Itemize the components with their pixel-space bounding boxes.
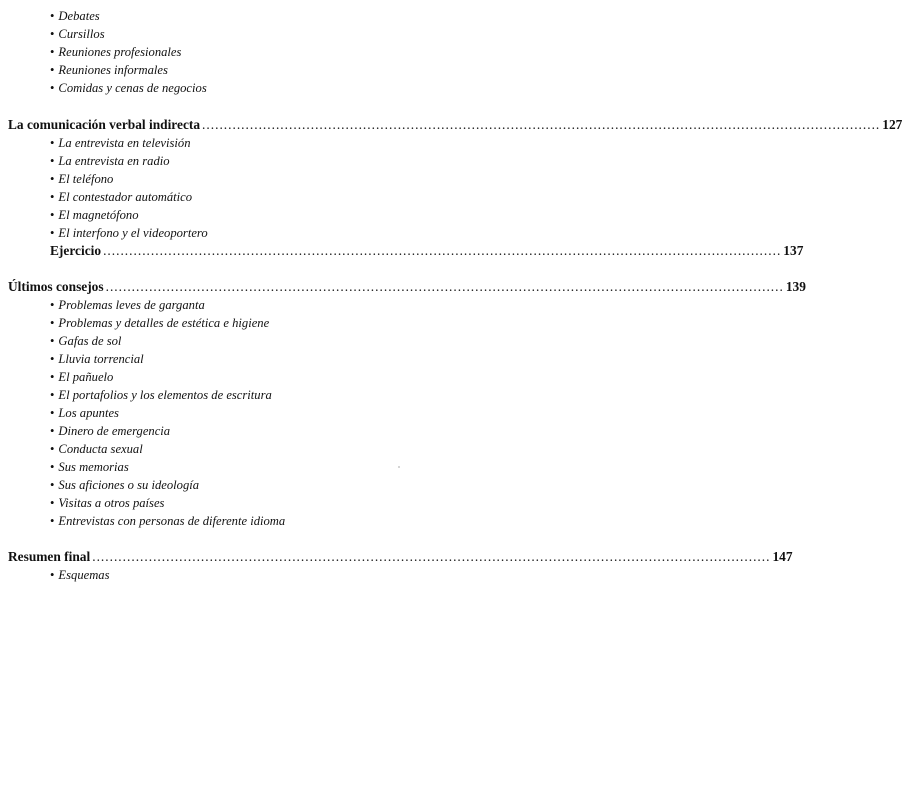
toc-heading-ultimos-consejos[interactable] [8,278,806,296]
toc-item [50,369,113,385]
bullet: • [50,496,55,510]
toc-item-label: Sus aficiones o su ideología [58,478,200,492]
toc-heading-title: La comunicación verbal indirecta [8,117,201,132]
bullet: • [50,460,55,474]
bullet: • [50,568,55,582]
toc-item [50,333,121,349]
toc-item-label: Reuniones profesionales [58,45,182,59]
bullet: • [50,298,55,312]
toc-item [50,423,170,439]
toc-item [50,171,113,187]
toc-item-label: Gafas de sol [58,334,122,348]
bullet: • [50,370,55,384]
bullet: • [50,514,55,528]
toc-item-label: Visitas a otros países [58,496,165,510]
toc-item-label: Comidas y cenas de negocios [58,81,207,95]
toc-item [50,207,139,223]
toc-item-esquemas [50,567,110,583]
toc-item-cursillos [50,26,105,42]
toc-item [50,387,272,403]
toc-item [50,225,208,241]
page-number: 139 [785,279,806,294]
toc-item [50,459,129,475]
bullet: • [50,334,55,348]
toc-item-label: Lluvia torrencial [58,352,144,366]
toc-item-label: Dinero de emergencia [58,424,171,438]
toc-item [50,495,164,511]
toc-item-label: Debates [58,9,100,23]
bullet: • [50,424,55,438]
toc-item-label: Cursillos [58,27,105,41]
toc-item-label: El teléfono [58,172,114,186]
bullet: • [50,172,55,186]
bullet: • [50,478,55,492]
bullet: • [50,27,55,41]
toc-item [50,297,205,313]
toc-item-label: Esquemas [58,568,110,582]
bullet: • [50,226,55,240]
toc-item [50,153,170,169]
page-number: 147 [772,549,793,564]
bullet: • [50,406,55,420]
toc-item [50,315,269,331]
toc-item-debates [50,8,100,24]
dot-leader: ............................................................................................................................................................ [92,549,771,564]
toc-item-label: La entrevista en televisión [58,136,191,150]
toc-item-label: Problemas leves de garganta [58,298,205,312]
dot-leader: ............................................................................................................................................................ [103,243,782,258]
toc-item-label: El portafolios y los elementos de escritura [58,388,272,402]
toc-item [50,513,285,529]
toc-item-label: Problemas y detalles de estética e higiene [58,316,270,330]
toc-item-label: Reuniones informales [58,63,168,77]
page-number: 127 [882,117,902,132]
toc-item-label: Los apuntes [58,406,119,420]
toc-item [50,441,143,457]
scan-speck [398,466,400,468]
bullet: • [50,316,55,330]
toc-item-reuniones-profesionales [50,44,181,60]
toc-item [50,477,199,493]
toc-heading-title: Resumen final [8,549,91,564]
bullet: • [50,154,55,168]
bullet: • [50,45,55,59]
toc-item [50,135,191,151]
toc-item-label: La entrevista en radio [58,154,170,168]
toc-item-label: El magnetófono [58,208,139,222]
toc-item [50,189,192,205]
toc-item-reuniones-informales [50,62,168,78]
toc-item-label: Sus memorias [58,460,129,474]
dot-leader: ............................................................................................................................................................ [105,279,784,294]
bullet: • [50,9,55,23]
toc-heading-ejercicio[interactable] [50,242,804,260]
toc-heading-title: Ejercicio [50,243,102,258]
toc-item-comidas [50,80,207,96]
bullet: • [50,81,55,95]
toc-heading-comunicacion-verbal-indirecta[interactable] [8,116,902,134]
bullet: • [50,352,55,366]
toc-item-label: El interfono y el videoportero [58,226,208,240]
toc-item-label: Entrevistas con personas de diferente idioma [58,514,286,528]
toc-heading-resumen-final[interactable] [8,548,793,566]
bullet: • [50,208,55,222]
toc-item-label: El contestador automático [58,190,193,204]
bullet: • [50,190,55,204]
bullet: • [50,136,55,150]
bullet: • [50,63,55,77]
page-number: 137 [783,243,804,258]
toc-item [50,405,119,421]
toc-item-label: El pañuelo [58,370,114,384]
bullet: • [50,388,55,402]
toc-item [50,351,144,367]
toc-item-label: Conducta sexual [58,442,143,456]
bullet: • [50,442,55,456]
dot-leader: ............................................................................................................................................................ [202,117,881,132]
toc-heading-title: Últimos consejos [8,279,104,294]
